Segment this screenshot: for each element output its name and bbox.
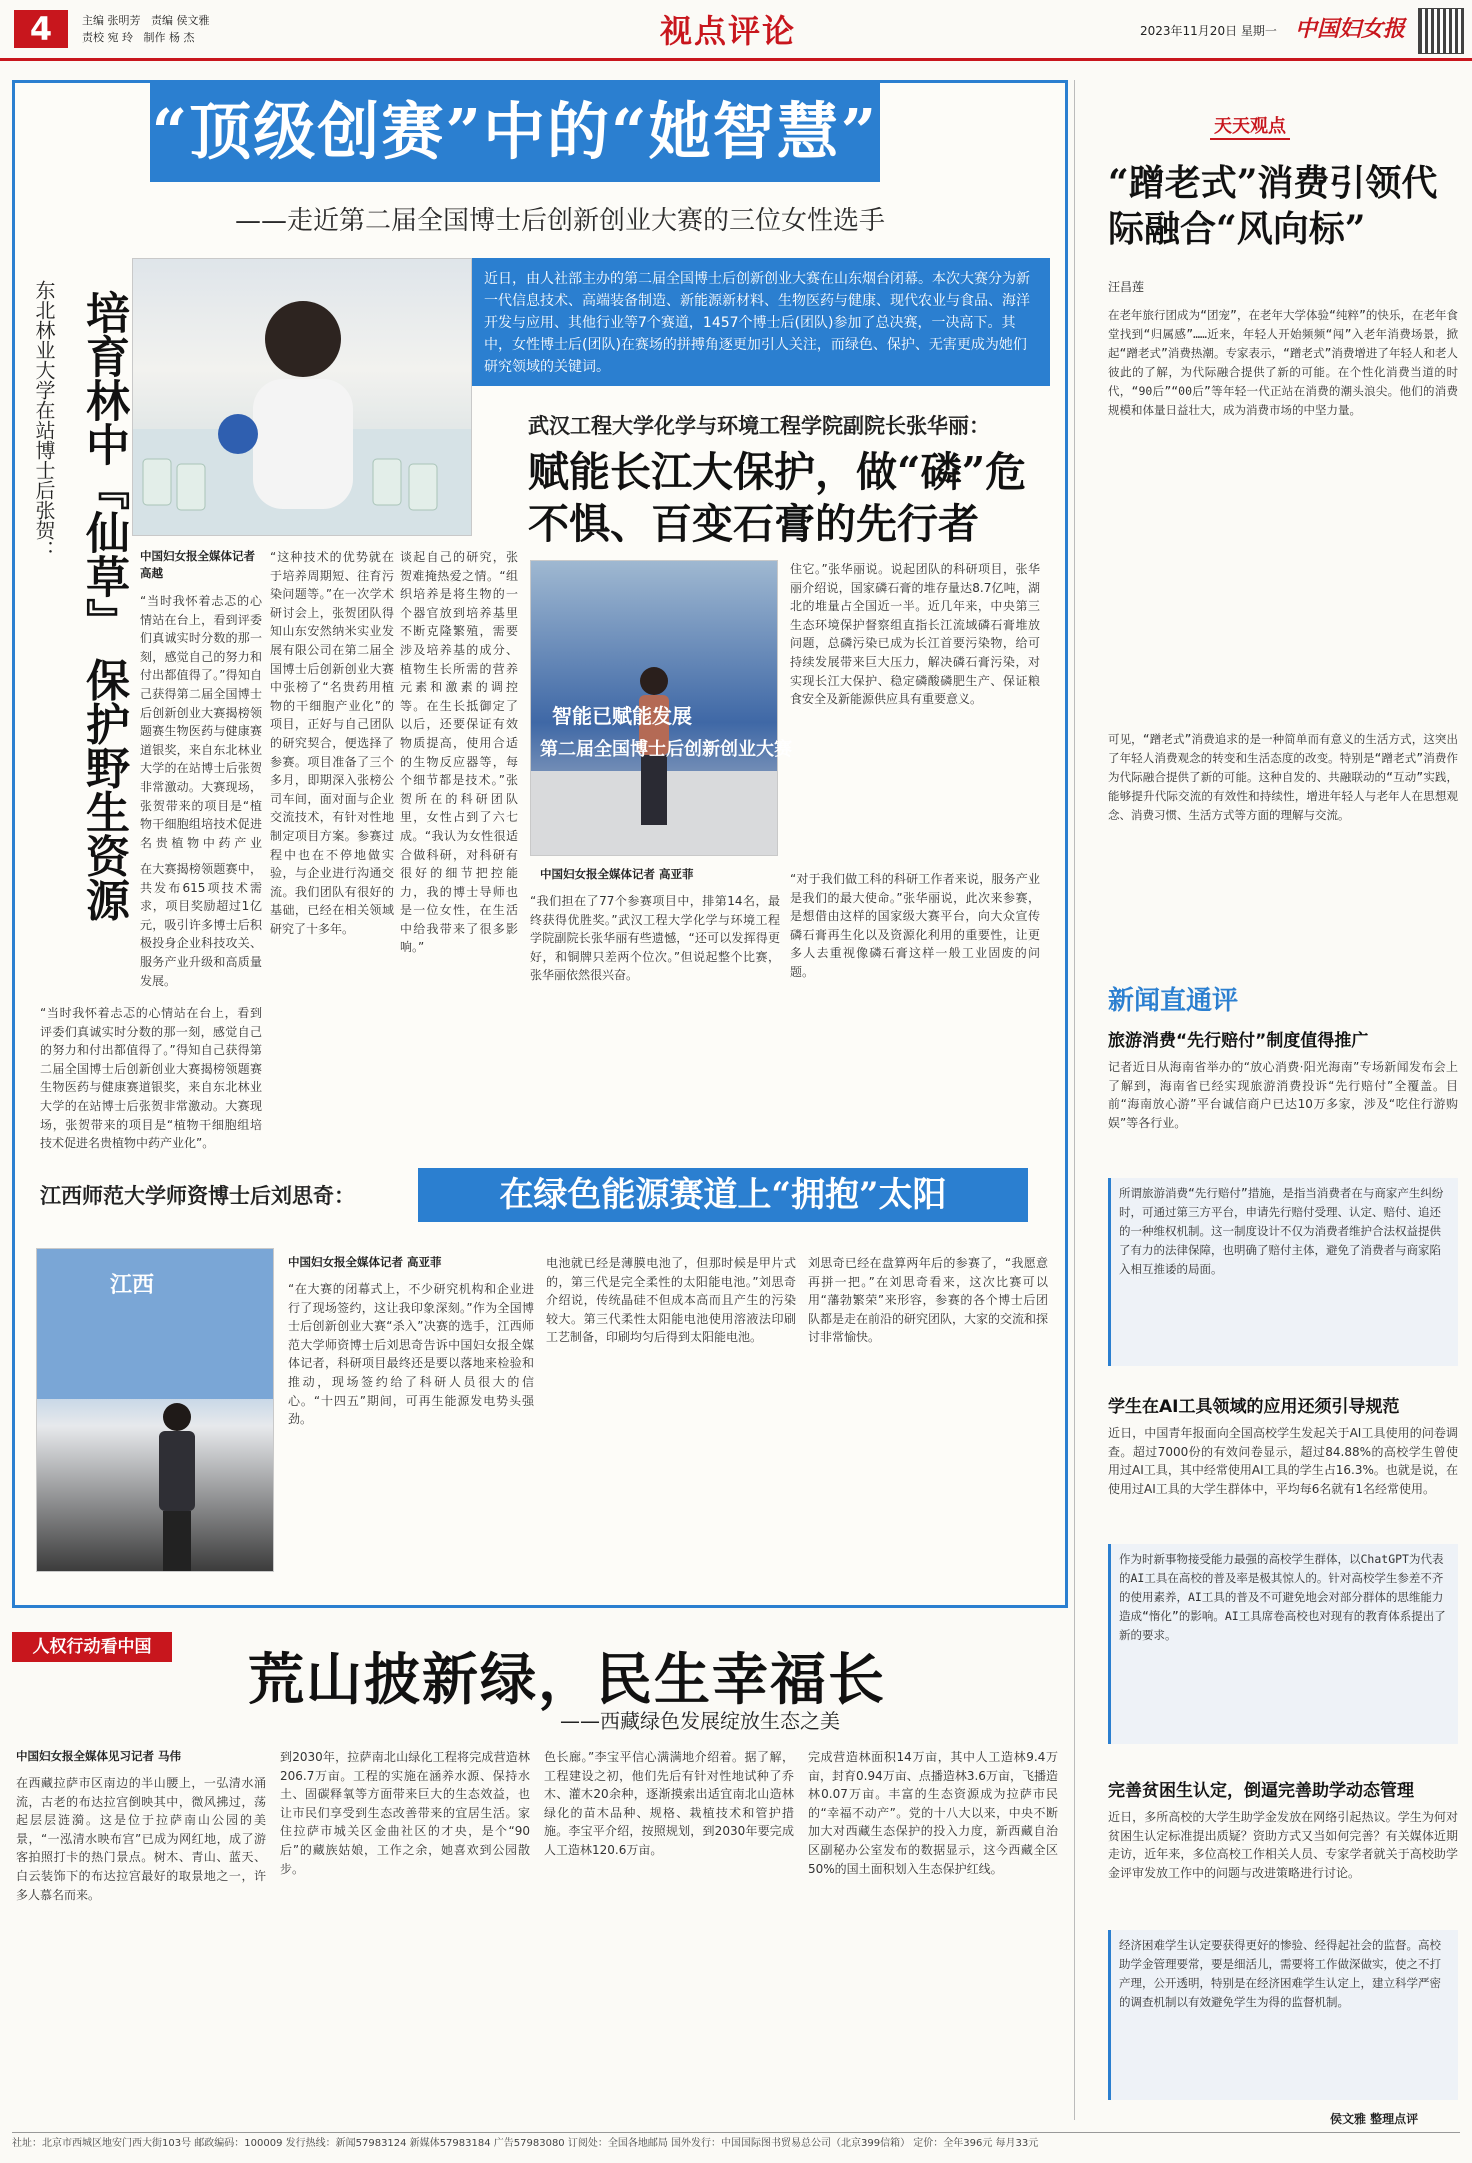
story1-col2: 在大赛揭榜领题赛中，共发布615项技术需求，项目奖励超过1亿元，吸引许多博士后积极投身企业科技攻关、服务产业升级和高质量发展。 [140, 862, 262, 988]
story1-org: 东北林业大学在站博士后张贺： [32, 280, 56, 560]
story3-photo-text: 江西 [110, 1273, 155, 1298]
opinion-tag: 天天观点 [1210, 112, 1290, 140]
news3-title: 完善贫困生认定，倒逼完善助学动态管理 [1108, 1781, 1414, 1801]
bottom-col3: 色长廊。”李宝平信心满满地介绍着。据了解，工程建设之初，他们先后有针对性地试种了乔木、灌木20余种，逐渐摸索出适宜南北山造林绿化的苗木品种、规格、栽植技术和管护措施。李宝平介绍，按照规划，到2030年要完成人工造林120.6万亩。 [544, 1750, 794, 1857]
editor-credits: 主编 张明芳 责编 侯文雅 责校 宛 玲 制作 杨 杰 [82, 14, 210, 44]
news-section-head: 新闻直通评 [1108, 986, 1239, 1016]
opinion-body: 在老年旅行团成为“团宠”，在老年大学体验“纯粹”的快乐，在老年食堂找到“归属感”……近来，年轻人开始频频“闯”入老年消费场景，掀起“蹭老式”消费热潮。专家表示，“蹭老式”消费增进了年轻人和老人彼此的了解，为代际融合提供了新的可能。在个性化消费当道的时代，“90后”“00后”等年轻一代正站在消费的潮头浪尖。他们的消费规模和体量日益壮大，成为消费市场的中坚力量。 [1108, 308, 1458, 417]
person-at-booth-icon [37, 1249, 273, 1571]
story2-title: 赋能长江大保护，做“磷”危不惧、百变石膏的先行者 [528, 448, 1027, 548]
editor-note: 侯文雅 整理点评 [1330, 2112, 1419, 2126]
feature-subtitle: ——走近第二届全国博士后创新创业大赛的三位女性选手 [235, 206, 886, 236]
lab-scene-icon [133, 259, 471, 535]
story1-title: 培育林中『仙草』 保护野生资源 [78, 290, 129, 922]
qr-code-icon [1418, 8, 1464, 54]
story1-col2b: “当时我怀着忐忑的心情站在台上，看到评委们真诚实时分数的那一刻，感觉自己的努力和付出都值得了。”得知自己获得第二届全国博士后创新创业大赛揭榜领题赛生物医药与健康赛道银奖，来自东北林业大学的在站博士后张贺非常激动。大赛现场，张贺带来的项目是“植物干细胞组培技术促进名贵植物中药产业化”。 [40, 1006, 262, 1151]
news2-comment: 作为时新事物接受能力最强的高校学生群体，以ChatGPT为代表的AI工具在高校的普及率是极其惊人的。针对高校学生参差不齐的使用素养，AI工具的普及不可避免地会对部分群体的思维能力造成“惰化”的影响。AI工具席卷高校也对现有的教育体系提出了新的要求。 [1108, 1544, 1458, 1744]
story2-photo-text1: 智能已赋能发展 [552, 704, 692, 728]
story2-photo-text2: 第二届全国博士后创新创业大赛 [540, 739, 792, 760]
story2-col1: 住它。”张华丽说。说起团队的科研项目，张华丽介绍说，国家磷石膏的堆存量达8.7亿吨，湖北的堆量占全国近一半。近几年来，中央第三生态环境保护督察组直指长江流域磷石膏堆放问题，总磷污染已成为长江首要污染物，给可持续发展带来巨大压力，解决磷石膏污染，对实现长江大保护、稳定磷酸磷肥生产、保证粮食安全及新能源供应具有重要意义。 [790, 562, 1040, 707]
bottom-col4: 完成营造林面积14万亩，其中人工造林9.4万亩，封育0.94万亩、点播造林3.6万亩，飞播造林0.07万亩。丰富的生态资源成为拉萨市民的“幸福不动产”。党的十八大以来，中央不断加大对西藏生态保护的投入力度，新西藏自治区副秘办公室发布的数据显示，这今西藏全区50%的国土面积划入生态保护红线。 [808, 1750, 1058, 1876]
news1-body: 记者近日从海南省举办的“放心消费·阳光海南”专场新闻发布会上了解到，海南省已经实现旅游消费投诉“先行赔付”全覆盖。目前“海南放心游”平台诚信商户已达10万多家，涉及“吃住行游购娱”等各行业。 [1108, 1060, 1458, 1130]
story3-kicker: 江西师范大学师资博士后刘思奇： [40, 1184, 355, 1208]
opinion-author: 汪昌莲 [1108, 280, 1145, 294]
bottom-col1: 在西藏拉萨市区南边的半山腰上，一弘清水涌流，古老的布达拉宫倒映其中，微风拂过，荡起层层涟漪。这是位于拉萨南山公园的美景，“一泓清水映布宫”已成为网红地，成了游客拍照打卡的热门景点。树木、青山、蓝天、白云装饰下的布达拉宫最好的取景地之一，许多人慕名而来。 [16, 1776, 266, 1902]
story1-photo [132, 258, 472, 536]
news3-body: 近日，多所高校的大学生助学金发放在网络引起热议。学生为何对贫困生认定标准提出质疑？资助方式又当如何完善？有关媒体近期走访，近年来，多位高校工作相关人员、专家学者就关于高校助学金评审发放工作中的问题与改进策略进行讨论。 [1108, 1810, 1458, 1880]
bottom-title: 荒山披新绿，民生幸福长 [248, 1647, 886, 1713]
story2-kicker: 武汉工程大学化学与环境工程学院副院长张华丽： [528, 414, 990, 438]
story2-col3: “对于我们做工科的科研工作者来说，服务产业是我们的最大使命。”张华丽说，此次来参赛，是想借由这样的国家级大赛平台，向大众宣传磷石膏再生化以及资源化利用的重要性，让更多人去重视像磷石膏这样一般工业固废的问题。 [790, 872, 1040, 979]
column-badge: 人权行动看中国 [12, 1632, 172, 1662]
brand-logo: 中国妇女报 [1295, 16, 1406, 42]
bottom-byline: 中国妇女报全媒体见习记者 马伟 [16, 1749, 182, 1763]
story3-col1: “在大赛的闭幕式上，不少研究机构和企业进行了现场签约，这让我印象深刻。”作为全国博士后创新创业大赛“杀入”决赛的选手，江西师范大学师资博士后刘思奇告诉中国妇女报全媒体记者，科研项目最终还是要以落地来检验和推动，现场签约给了科研人员很大的信心。“十四五”期间，可再生能源发电势头强劲。 [288, 1282, 534, 1427]
opinion-body-2: 可见，“蹭老式”消费追求的是一种简单而有意义的生活方式，这突出了年轻人消费观念的转变和生活态度的改变。特别是“蹭老式”消费作为代际融合提供了新的可能。这种自发的、共融联动的“互动”实践，能够提升代际交流的有效性和持续性，增进年轻人与老年人在思想观念、消费习惯、生活方式等方面的理解与交流。 [1108, 732, 1458, 822]
feature-title: “顶级创赛”中的“她智慧” [150, 82, 880, 182]
story2-byline: 中国妇女报全媒体记者 高亚菲 [540, 867, 694, 881]
story3-col3: 刘思奇已经在盘算两年后的参赛了，“我愿意再拼一把。”在刘思奇看来，这次比赛可以用“藩勃繁荣”来形容，参赛的各个博士后团队都是走在前沿的研究团队，大家的交流和探讨非常愉快。 [808, 1256, 1048, 1345]
story1-col4: 谈起自己的研究，张贺难掩热爱之情。“组织培养是将生物的一个器官放到培养基里不断克隆繁殖，需要涉及培养基的成分、植物生长所需的营养元素和激素的调控等。在生长抵御定了以后，还要保证有效物质提高，使用合适的生物反应器等，每个细节都是技术。”张贺所在的科研团队里，女性占到了六七成。“我认为女性很适合做科研，对科研有很好的细节把控能力，我的博士导师也是一位女性，在生活中给我带来了很多影响。” [400, 550, 518, 955]
feature-intro: 近日，由人社部主办的第二届全国博士后创新创业大赛在山东烟台闭幕。本次大赛分为新一代信息技术、高端装备制造、新能源新材料、生物医药与健康、现代农业与食品、海洋开发与应用、其他行业等7个赛道，1457个博士后(团队)参加了总决赛，一决高下。其中，女性博士后(团队)在赛场的拼搏角逐更加引人关注，而绿色、保护、无害更成为她们研究领域的关键词。 [470, 258, 1050, 386]
story3-photo [36, 1248, 274, 1572]
news1-comment: 所谓旅游消费“先行赔付”措施，是指当消费者在与商家产生纠纷时，可通过第三方平台，申请先行赔付受理、认定、赔付、追还的一种维权机制。这一制度设计不仅为消费者维护合法权益提供了有力的法律保障，也明确了赔付主体，避免了消费者与商家陷入相互推诿的局面。 [1108, 1178, 1458, 1366]
issue-date: 2023年11月20日 星期一 [1140, 24, 1277, 38]
story2-col2: “我们担在了77个参赛项目中，排第14名，最终获得优胜奖。”武汉工程大学化学与环境工程学院副院长张华丽有些遗憾，“还可以发挥得更好，和铜牌只差两个位次。”但说起整个比赛，张华丽依然很兴奋。 [530, 894, 780, 983]
story1-col3: “这种技术的优势就在于培养周期短、往育污染问题等。”在一次学术研讨会上，张贺团队得知山东安然纳米实业发展有限公司在第二届全国博士后创新创业大赛中张榜了“名贵药用植物的干细胞产业化”的项目，正好与自己团队的研究契合，便选择了参赛。项目准备了三个多月，即期深入张榜公司车间，面对面与企业交流技术，有针对性地制定项目方案。参赛过程中也在不停地做实验，与企业进行沟通交流。我们团队有很好的基础，已经在相关领域研究了十多年。 [270, 550, 394, 936]
story1-col1: “当时我怀着忐忑的心情站在台上，看到评委们真诚实时分数的那一刻，感觉自己的努力和付出都值得了。”得知自己获得第二届全国博士后创新创业大赛揭榜领题赛生物医药与健康赛道银奖，来自东北林业大学的在站博士后张贺非常激动。大赛现场，张贺带来的项目是“植物干细胞组培技术促进名贵植物中药产业 [140, 594, 262, 850]
opinion-title: “蹭老式”消费引领代际融合“风向标” [1108, 162, 1438, 250]
story1-byline: 中国妇女报全媒体记者 高越 [140, 549, 255, 580]
news1-title: 旅游消费“先行赔付”制度值得推广 [1108, 1031, 1369, 1051]
news2-body: 近日，中国青年报面向全国高校学生发起关于AI工具使用的问卷调查。超过7000份的有效问卷显示，超过84.88%的高校学生曾使用过AI工具，其中经常使用AI工具的学生占16.3%。也就是说，在使用过AI工具的大学生群体中，平均每6名就有1名经常使用。 [1108, 1426, 1458, 1496]
section-title: 视点评论 [660, 12, 797, 50]
page-number: 4 [14, 10, 68, 48]
story3-byline: 中国妇女报全媒体记者 高亚菲 [288, 1255, 442, 1269]
news2-title: 学生在AI工具领域的应用还须引导规范 [1108, 1397, 1400, 1417]
story3-col2: 电池就已经是薄膜电池了，但那时候是甲片式的，第三代是完全柔性的太阳能电池。”刘思奇介绍说，传统晶硅不但成本高而且产生的污染较大。第三代柔性太阳能电池使用溶液法印刷工艺制备，印刷均匀后得到太阳能电池。 [546, 1256, 796, 1345]
footer-info: 社址：北京市西城区地安门西大街103号 邮政编码：100009 发行热线：新闻57983124 新媒体57983184 广告57983080 订阅处：全国各地邮局 国外发行：中国国际图书贸易总公司（北京399信箱） 定价：全年396元 每月33元 [12, 2132, 1460, 2155]
news3-comment: 经济困难学生认定要获得更好的惨验、经得起社会的监督。高校助学金管理要常，要是细活儿，需要将工作做深做实，使之不打产理，公开透明，特别是在经济困难学生认定上，建立科学严密的调查机制以有效避免学生为得的监督机制。 [1108, 1930, 1458, 2100]
column-divider [1074, 80, 1075, 2120]
bottom-col2: 到2030年，拉萨南北山绿化工程将完成营造林206.7万亩。工程的实施在涵养水源、保持水土、固碳释氧等方面带来巨大的生态效益，也让市民们享受到生态改善带来的宜居生活。家住拉萨市城关区金曲社区的才央，是个“90后”的藏族姑娘，工作之余，她喜欢到公园散步。 [280, 1750, 530, 1876]
bottom-subtitle: ——西藏绿色发展绽放生态之美 [560, 1709, 840, 1733]
story3-title: 在绿色能源赛道上“拥抱”太阳 [418, 1168, 1028, 1222]
